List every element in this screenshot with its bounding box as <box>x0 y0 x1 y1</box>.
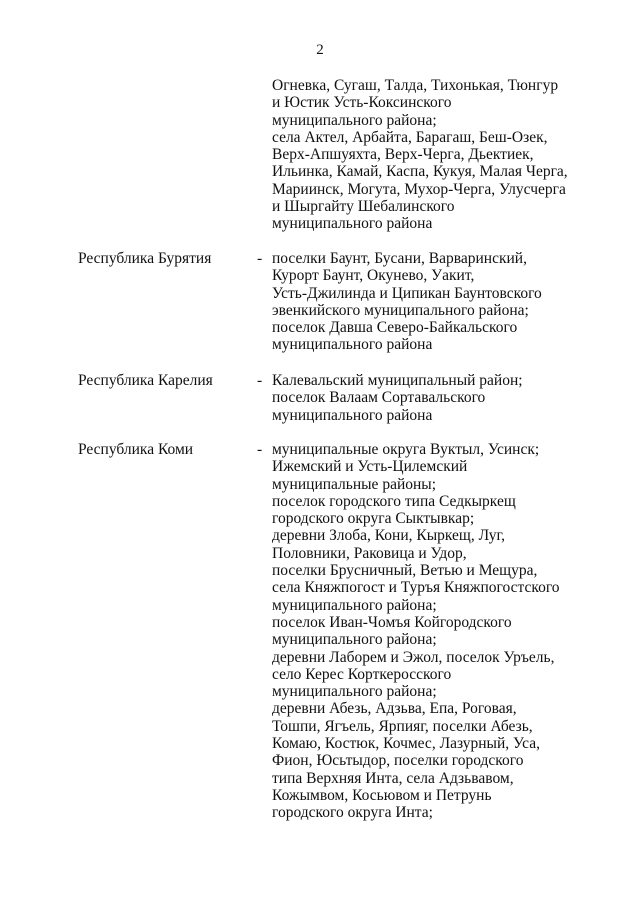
entry-dash: - <box>257 372 263 389</box>
list-line: Огневка, Сугаш, Талда, Тихонькая, Тюнгур <box>272 77 559 94</box>
entry-dash: - <box>257 250 263 267</box>
list-line: Тошпи, Ягъель, Ярпияг, поселки Абезь, <box>272 717 533 735</box>
list-line: муниципального района <box>272 215 433 233</box>
list-line: муниципального района; <box>272 111 437 129</box>
list-line: муниципальные округа Вуктыл, Усинск; <box>272 441 540 458</box>
list-line: городского округа Инта; <box>272 804 433 822</box>
entry-dash: - <box>257 441 263 458</box>
list-line: муниципального района; <box>272 596 437 614</box>
list-line: Курорт Баунт, Окунево, Уакит, <box>272 267 475 285</box>
list-line: деревни Лаборем и Эжол, поселок Уръель, <box>272 648 555 666</box>
list-line: Ильинка, Камай, Каспа, Кукуя, Малая Черга, <box>272 163 568 181</box>
list-line: Фион, Юсьтыдор, поселки городского <box>272 752 524 770</box>
list-line: села Княжпогост и Туръя Княжпогостского <box>272 579 560 597</box>
list-line: поселок Валаам Сортавальского <box>272 389 486 407</box>
list-line: муниципального района; <box>272 631 437 649</box>
list-line: муниципального района <box>272 406 433 424</box>
list-line: поселок городского типа Седкыркещ <box>272 492 516 510</box>
list-line: поселок Иван-Чомъя Койгородского <box>272 613 512 631</box>
page-number: 2 <box>316 42 324 58</box>
list-line: деревни Абезь, Адзьва, Епа, Роговая, <box>272 700 517 718</box>
list-line: муниципального района <box>272 336 433 354</box>
settlement-list <box>272 441 560 822</box>
list-line: деревни Злоба, Кони, Кыркещ, Луг, <box>272 527 505 545</box>
list-line: муниципальные районы; <box>272 475 437 493</box>
region-name: Республика Коми <box>78 441 194 458</box>
settlement-list <box>272 372 523 424</box>
region-name: Республика Бурятия <box>78 250 212 267</box>
list-line: Верх-Апшуяхта, Верх-Черга, Дьектиек, <box>272 146 534 164</box>
list-line: и Юстик Усть-Коксинского <box>272 94 452 112</box>
list-line: села Актел, Арбайта, Барагаш, Беш-Озек, <box>272 128 548 146</box>
settlement-list <box>272 250 542 354</box>
list-line: Ижемский и Усть-Цилемский <box>272 458 468 476</box>
list-line: Мариинск, Могута, Мухор-Черга, Улусчерга <box>272 180 566 198</box>
region-name: Республика Карелия <box>78 372 213 389</box>
list-line: Кожымвом, Косьювом и Петрунь <box>272 786 492 804</box>
list-line: Половники, Раковица и Удор, <box>272 544 467 562</box>
list-line: Калевальский муниципальный район; <box>272 372 523 389</box>
list-line: Комаю, Костюк, Кочмес, Лазурный, Уса, <box>272 735 540 753</box>
list-line: эвенкийского муниципального района; <box>272 301 529 319</box>
list-line: поселок Давша Северо-Байкальского <box>272 319 518 337</box>
list-line: поселки Баунт, Бусани, Варваринский, <box>272 250 527 267</box>
list-line: Усть-Джилинда и Ципикан Баунтовского <box>272 284 542 302</box>
list-line: и Шыргайту Шебалинского <box>272 198 455 216</box>
list-line: типа Верхняя Инта, села Адзьвавом, <box>272 769 514 787</box>
list-line: поселки Брусничный, Ветью и Мещура, <box>272 562 538 580</box>
list-line: городского округа Сыктывкар; <box>272 510 475 528</box>
list-line: муниципального района; <box>272 683 437 701</box>
list-line: село Керес Корткеросского <box>272 665 452 683</box>
continued-settlement-list <box>272 77 568 233</box>
